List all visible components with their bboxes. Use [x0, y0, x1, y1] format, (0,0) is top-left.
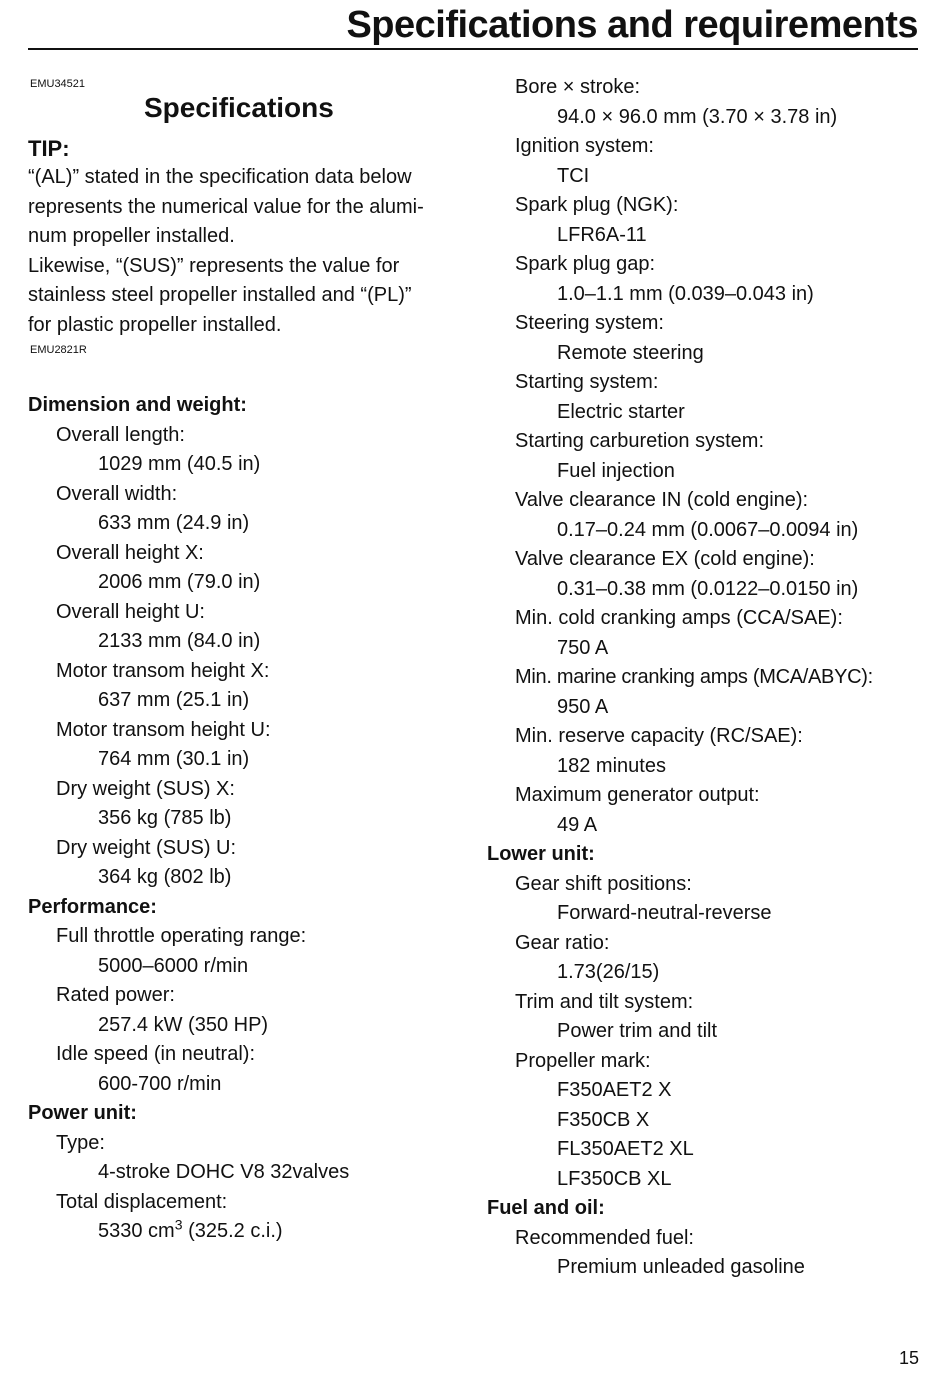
spec-value: 633 mm (24.9 in) [98, 512, 250, 534]
tip-body [28, 163, 459, 340]
spec-value: F350CB X [557, 1108, 650, 1131]
spec-label: Type: [56, 1131, 105, 1154]
spec-group-title: Fuel and oil: [487, 1197, 605, 1219]
displacement-superscript: 3 [174, 1216, 183, 1233]
spec-label: Gear ratio: [515, 931, 610, 954]
spec-value: 5000–6000 r/min [98, 954, 249, 977]
tip-line: represents the numerical value for the alumi- [28, 195, 424, 218]
spec-group-title: Dimension and weight: [28, 394, 247, 416]
spec-label: Propeller mark: [515, 1049, 651, 1072]
spec-value: 2133 mm (84.0 in) [98, 630, 261, 652]
spec-value: 2006 mm (79.0 in) [98, 571, 261, 593]
spec-value: 356 kg (785 lb) [98, 807, 232, 829]
spec-label: Starting system: [515, 371, 659, 393]
spec-value: 0.31–0.38 mm (0.0122–0.0150 in) [557, 577, 859, 600]
tip-line: num propeller installed. [28, 225, 235, 247]
spec-value: 764 mm (30.1 in) [98, 748, 250, 770]
tip-line: stainless steel propeller installed and “(PL)” [28, 284, 412, 306]
spec-label: Rated power: [56, 984, 175, 1006]
spec-value: 1.73(26/15) [557, 961, 660, 983]
spec-value: 1.0–1.1 mm (0.039–0.043 in) [557, 282, 814, 305]
page-number: 15 [898, 1348, 919, 1368]
spec-value: 4-stroke DOHC V8 32valves [98, 1161, 350, 1183]
spec-label: Motor transom height U: [56, 718, 271, 741]
spec-value: 364 kg (802 lb) [98, 866, 232, 888]
spec-label: Spark plug (NGK): [515, 194, 679, 216]
spec-label: Min. marine cranking amps (MCA/ABYC): [515, 666, 873, 688]
spec-value: Power trim and tilt [557, 1020, 718, 1042]
spec-label: Gear shift positions: [515, 872, 692, 895]
tip-paragraph [28, 252, 459, 341]
spec-value: 1029 mm (40.5 in) [98, 453, 261, 475]
spec-value: 94.0 × 96.0 mm (3.70 × 3.78 in) [557, 105, 838, 128]
spec-value-displacement [28, 1217, 349, 1247]
spec-value: 49 A [557, 813, 598, 836]
displacement-number: 5330 cm [98, 1220, 175, 1242]
spec-value: Remote steering [557, 341, 704, 364]
document-code: EMU34521 [30, 78, 86, 90]
spec-label: Min. reserve capacity (RC/SAE): [515, 725, 803, 747]
spec-label: Starting carburetion system: [515, 430, 764, 452]
spec-label: Overall height X: [56, 541, 204, 564]
spec-label: Trim and tilt system: [515, 990, 694, 1013]
displacement-imperial: (325.2 c.i.) [182, 1220, 283, 1242]
spec-label: Total displacement: [56, 1190, 228, 1213]
tip-line: for plastic propeller installed. [28, 313, 282, 336]
spec-label: Valve clearance EX (cold engine): [515, 548, 815, 570]
page-header-title: Specifications and requirements [346, 4, 918, 46]
spec-label: Ignition system: [515, 135, 654, 157]
spec-value: 600-700 r/min [98, 1072, 222, 1095]
tip-label: TIP: [28, 136, 70, 161]
spec-value: 750 A [557, 636, 609, 659]
section-title: Specifications [144, 92, 334, 123]
spec-value: 182 minutes [557, 754, 666, 777]
spec-value: F350AET2 X [557, 1079, 672, 1101]
spec-value: 950 A [557, 695, 609, 718]
left-spec-list [28, 391, 349, 1247]
tip-paragraph [28, 163, 459, 252]
document-code: EMU2821R [30, 344, 87, 356]
spec-value: Electric starter [557, 400, 685, 423]
header-divider [28, 48, 918, 50]
spec-label: Motor transom height X: [56, 659, 270, 682]
spec-label: Idle speed (in neutral): [56, 1043, 256, 1065]
spec-label: Bore × stroke: [515, 76, 641, 98]
spec-label: Overall length: [56, 423, 185, 446]
spec-value: 0.17–0.24 mm (0.0067–0.0094 in) [557, 518, 859, 541]
spec-value: Forward-neutral-reverse [557, 902, 772, 924]
spec-value: FL350AET2 XL [557, 1138, 694, 1160]
spec-label: Overall width: [56, 482, 178, 505]
tip-line: Likewise, “(SUS)” represents the value for [28, 254, 400, 277]
spec-group-title: Lower unit: [487, 843, 595, 865]
spec-group-title: Power unit: [28, 1102, 137, 1124]
spec-label: Dry weight (SUS) U: [56, 836, 237, 859]
spec-value: TCI [557, 164, 590, 187]
spec-label: Full throttle operating range: [56, 925, 307, 947]
spec-label: Min. cold cranking amps (CCA/SAE): [515, 607, 843, 629]
right-spec-list [487, 73, 873, 1283]
tip-line: “(AL)” stated in the specification data below [28, 166, 412, 188]
spec-value: 637 mm (25.1 in) [98, 689, 250, 711]
spec-label: Recommended fuel: [515, 1226, 694, 1249]
spec-label: Maximum generator output: [515, 784, 760, 806]
spec-value: LFR6A-11 [557, 223, 647, 246]
spec-label: Steering system: [515, 312, 664, 334]
spec-label: Spark plug gap: [515, 253, 656, 275]
spec-group-title: Performance: [28, 895, 157, 918]
spec-value: Fuel injection [557, 459, 675, 482]
spec-label: Dry weight (SUS) X: [56, 777, 235, 800]
spec-value: LF350CB XL [557, 1167, 672, 1190]
spec-label: Overall height U: [56, 600, 205, 623]
spec-value: Premium unleaded gasoline [557, 1256, 805, 1278]
spec-value: 257.4 kW (350 HP) [98, 1013, 269, 1036]
spec-label: Valve clearance IN (cold engine): [515, 489, 809, 511]
